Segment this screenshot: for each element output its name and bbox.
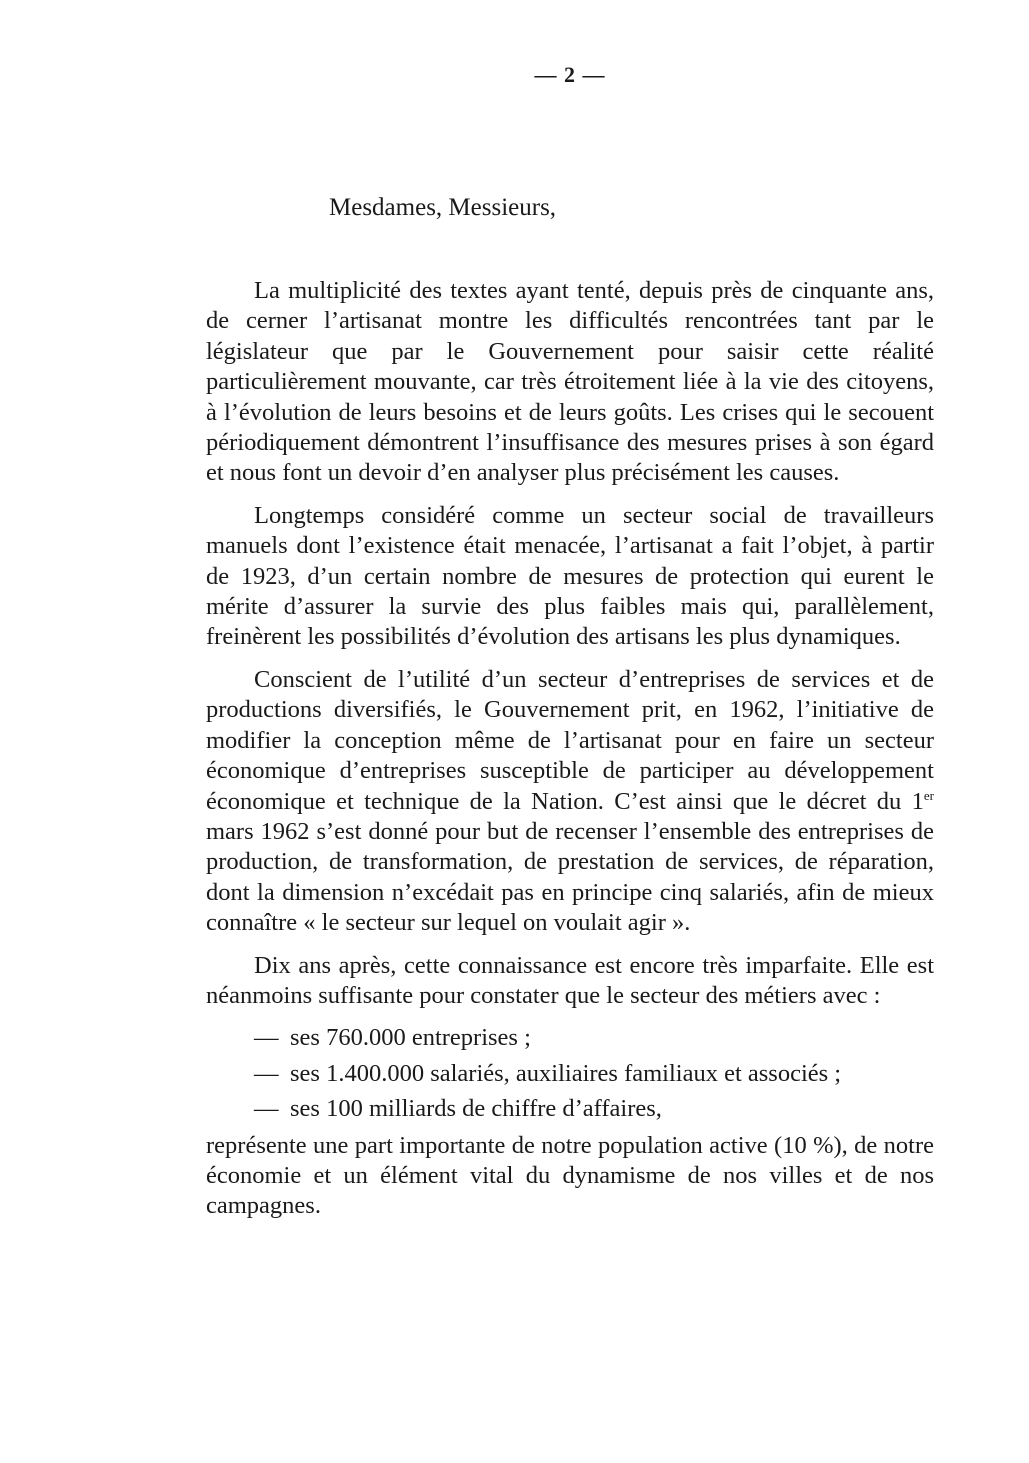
paragraph-3 <box>206 665 934 939</box>
paragraph-3-text-b: mars 1962 s’est donné pour but de recenser l’ensemble des entreprises de production, de transformation, de prestation de services, de réparation, dont la dimension n’excédait pas en principe cinq salariés, afin de mieux connaître « le secteur sur lequel on voulait agir ». <box>206 817 934 937</box>
page-number: — 2 — <box>534 62 606 87</box>
figures-list <box>206 1023 934 1124</box>
paragraph-4: Dix ans après, cette connaissance est encore très imparfaite. Elle est néanmoins suffisante pour constater que le secteur des métiers avec : <box>206 951 934 1009</box>
list-item <box>206 1059 934 1089</box>
dash-marker: — <box>254 1059 279 1087</box>
salutation: Mesdames, Messieurs, <box>329 194 557 221</box>
paragraph-2: Longtemps considéré comme un secteur social de travailleurs manuels dont l’existence était menacée, l’artisanat a fait l’objet, à partir de 1923, d’un certain nombre de mesures de protection qui eurent le mérite d’assurer la survie des plus faibles mais qui, parallèlement, freinèrent les possibilités d’évolution des artisans les plus dynamiques. <box>206 501 934 651</box>
ordinal-superscript: er <box>923 787 934 803</box>
list-item-text: ses 760.000 entreprises ; <box>290 1024 531 1052</box>
body-text <box>206 276 934 1222</box>
paragraph-1: La multiplicité des textes ayant tenté, depuis près de cinquante ans, de cerner l’artisanat montre les difficultés rencontrées tant par le législateur que par le Gouvernement pour saisir cette réalité particulièrement mouvante, car très étroitement liée à la vie des citoyens, à l’évolution de leurs besoins et de leurs goûts. Les crises qui le secouent périodiquement démontrent l’insuffisance des mesures prises à son égard et nous font un devoir d’en analyser plus précisément les causes. <box>206 277 934 487</box>
dash-marker: — <box>254 1095 279 1123</box>
list-item-text: ses 100 milliards de chiffre d’affaires, <box>290 1095 662 1123</box>
closing-paragraph: représente une part importante de notre population active (10 %), de notre économie et un élément vital du dynamisme de nos villes et de nos campagnes. <box>206 1131 934 1220</box>
dash-marker: — <box>254 1024 279 1052</box>
paragraph-3-text-a: Conscient de l’utilité d’un secteur d’entreprises de services et de productions diversifiés, le Gouvernement prit, en 1962, l’initiative de modifier la conception même de l’artisanat pour en faire un secteur économique d’entreprises susceptible de participer au développement économique et technique de la Nation. C’est ainsi que le décret du 1 <box>206 665 934 815</box>
list-item <box>206 1023 934 1053</box>
list-item <box>206 1094 934 1124</box>
list-item-text: ses 1.400.000 salariés, auxiliaires familiaux et associés ; <box>290 1059 842 1087</box>
